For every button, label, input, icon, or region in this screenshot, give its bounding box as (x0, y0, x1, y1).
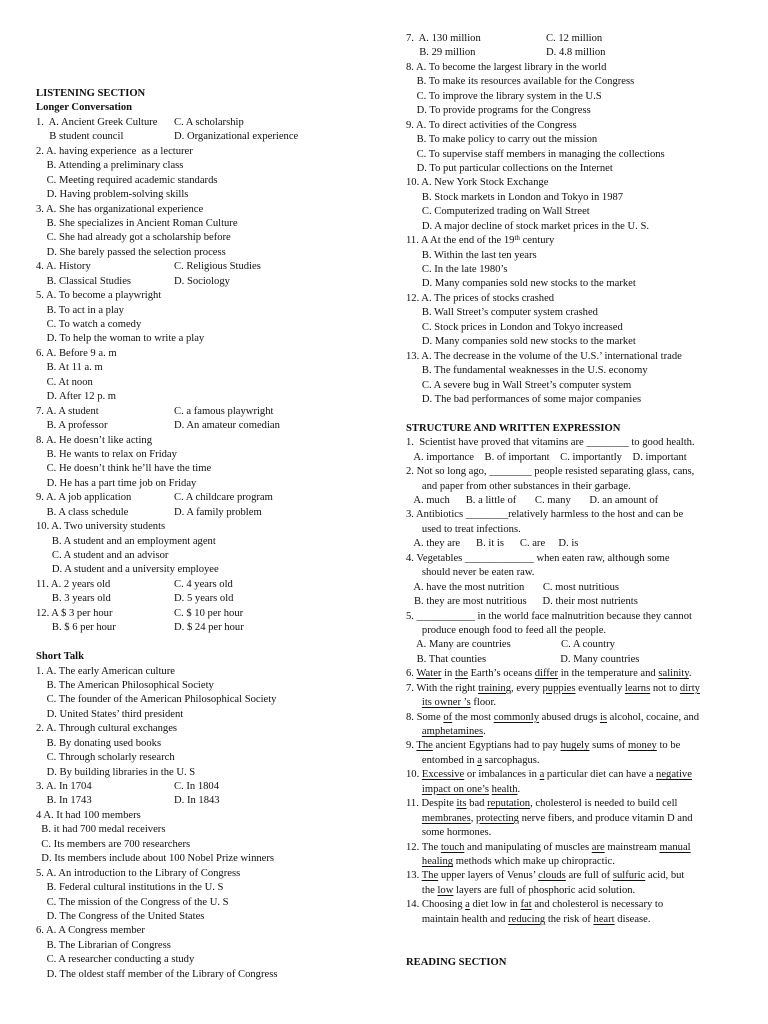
option-right: C. Religious Studies (174, 261, 261, 273)
underlined-segment: hugely (560, 740, 590, 752)
underlined-segment: is (599, 711, 608, 723)
answer-line (36, 419, 381, 433)
option-right: D. Organizational experience (174, 131, 299, 143)
text-segment: are full of (565, 870, 613, 882)
answer-line: 10. A. New York Stock Exchange (406, 177, 549, 189)
text-segment: particular diet can have a (544, 769, 657, 781)
underlined-segment: impact on one’s (421, 783, 489, 795)
text-segment: diet low in (469, 899, 521, 911)
option-left: B. A class schedule (36, 506, 129, 518)
underlined-segment: its owner ’s (421, 697, 471, 709)
option-right: D. 4.8 million (546, 47, 606, 59)
text-segment (406, 813, 422, 824)
text-segment: 11. Despite (406, 798, 457, 810)
written-expression-line (406, 725, 746, 739)
written-expression-line (406, 682, 746, 696)
text-segment: 7. With the right (406, 682, 479, 694)
text-segment: and manipulating of muscles (464, 841, 592, 853)
option-right: D. An amateur comedian (174, 420, 280, 432)
text-segment: , (470, 812, 477, 824)
underlined-segment: health (491, 783, 518, 795)
answer-line: 2. A. having experience as a lecturer (36, 145, 193, 157)
written-expression-list (406, 667, 746, 927)
answer-line: D. Having problem-solving skills (36, 189, 189, 201)
answer-line: 12. A. The prices of stocks crashed (406, 292, 555, 304)
underlined-segment: a (465, 899, 470, 911)
option-right: D. 5 years old (174, 593, 234, 605)
text-segment: Earth’s oceans (467, 668, 535, 680)
answer-line: B. At 11 a. m (36, 362, 103, 374)
text-segment: sums of (589, 740, 628, 752)
answer-line (36, 130, 381, 144)
answer-line: D. To help the woman to write a play (36, 333, 205, 345)
answer-line: 6. A. A Congress member (36, 925, 145, 937)
answer-line: 9. A. To direct activities of the Congress (406, 119, 577, 131)
answer-line: B. He wants to relax on Friday (36, 448, 177, 460)
answer-line: C. In the late 1980’s (406, 264, 508, 275)
option-left: B. 3 years old (36, 593, 111, 605)
answer-line (406, 32, 746, 46)
answer-line: B. She specializes in Ancient Roman Culture (36, 217, 238, 229)
underlined-segment: touch (440, 841, 465, 853)
structure-line: 1. Scientist have proved that vitamins are ________ to good health. (406, 437, 695, 449)
answer-line: B. The American Philosophical Society (36, 679, 214, 691)
text-segment: the risk of (545, 913, 594, 925)
text-segment: not to (650, 682, 680, 694)
underlined-segment: reputation (487, 798, 531, 810)
structure-line: A. they are B. it is C. are D. is (406, 538, 579, 550)
structure-line: A. Many are countries C. A country (406, 639, 615, 651)
written-expression-line (406, 667, 746, 681)
underlined-segment: salinity (658, 668, 689, 680)
answer-line: B. Federal cultural institutions in the U. S (36, 882, 224, 894)
answer-line: B. The fundamental weaknesses in the U.S. economy (406, 365, 648, 377)
underlined-segment: learns (624, 682, 651, 694)
structure-line: 5. ___________ in the world face malnutrition because they cannot (406, 610, 692, 622)
answer-line (36, 506, 381, 520)
underlined-segment: dirty (679, 682, 700, 694)
answer-line: B. it had 700 medal receivers (36, 824, 166, 836)
written-expression-line (406, 913, 746, 927)
short-talk-title: Short Talk (36, 651, 84, 663)
text-segment: and cholesterol is necessary to (531, 899, 664, 911)
answer-line: D. United States’ third president (36, 708, 184, 720)
short-talk-list (36, 665, 381, 983)
option-left: B. In 1743 (36, 795, 92, 807)
underlined-segment: Water (416, 668, 442, 680)
answer-line: D. A student and a university employee (36, 564, 219, 576)
underlined-segment: amphetamines (421, 726, 484, 737)
option-left: 4. A. History (36, 261, 91, 273)
option-right: C. A childcare program (174, 492, 273, 504)
underlined-segment: fat (520, 899, 532, 911)
answer-line: C. To watch a comedy (36, 319, 142, 330)
option-left: B student council (36, 131, 124, 143)
option-left: B. $ 6 per hour (36, 622, 116, 634)
text-segment: sarcophagus. (481, 754, 540, 766)
answer-line: B. Wall Street’s computer system crashed (406, 307, 598, 319)
option-right: C. 12 million (546, 33, 603, 44)
answer-line: D. Many companies sold new stocks to the market (406, 278, 636, 290)
answer-line (406, 46, 746, 60)
answer-line (36, 260, 381, 274)
text-segment: nerve fibers, and produce vitamin D and (518, 812, 693, 824)
text-segment: eventually (575, 682, 625, 694)
option-left: 7. A. 130 million (406, 33, 481, 44)
text-segment: . (688, 668, 692, 680)
text-segment: . (483, 726, 486, 737)
written-expression-line (406, 826, 746, 840)
answer-line: 5. A. An introduction to the Library of Congress (36, 867, 241, 879)
answer-line: B. To make its resources available for the Congress (406, 76, 635, 88)
option-left: 7. A. A student (36, 405, 99, 417)
answer-line (36, 491, 381, 505)
answer-line: 5. A. To become a playwright (36, 290, 162, 302)
underlined-segment: protecting (476, 812, 519, 824)
answer-line: D. To put particular collections on the Internet (406, 162, 613, 174)
answer-line: 6. A. Before 9 a. m (36, 347, 117, 359)
answer-line: C. The mission of the Congress of the U. S (36, 896, 229, 908)
structure-line: and paper from other substances in their garbage. (406, 480, 631, 492)
left-column (36, 0, 381, 982)
option-left: B. Classical Studies (36, 275, 132, 287)
structure-line: A. have the most nutrition C. most nutritious (406, 581, 620, 593)
underlined-segment: a (539, 769, 545, 781)
structure-line: B. they are most nutritious D. their most nutrients (406, 596, 638, 608)
right-column (406, 0, 746, 970)
underlined-segment: The (421, 870, 439, 882)
answer-line: B. The Librarian of Congress (36, 939, 171, 951)
text-segment: 8. Some (406, 711, 444, 723)
answer-line: B. Within the last ten years (406, 249, 537, 261)
structure-section-title: STRUCTURE AND WRITTEN EXPRESSION (406, 422, 621, 434)
structure-question-list (406, 436, 746, 667)
structure-line: A. much B. a little of C. many D. an amount of (406, 495, 659, 506)
written-expression-line (406, 841, 746, 855)
text-segment: 6. (406, 668, 417, 680)
answer-line: C. A severe bug in Wall Street’s computer system (406, 379, 632, 391)
text-segment: , cholesterol is needed to build cell (530, 798, 678, 810)
underlined-segment: clouds (538, 870, 566, 882)
underlined-segment: low (437, 884, 454, 896)
text-segment: abused drugs (539, 711, 600, 723)
answer-line: C. To supervise staff members in managing the collections (406, 148, 665, 160)
answer-line: D. After 12 p. m (36, 391, 117, 403)
written-expression-line (406, 739, 746, 753)
text-segment: or imbalances in (464, 769, 540, 781)
answer-line: C. The founder of the American Philosophical Society (36, 694, 277, 706)
underlined-segment: a (477, 754, 482, 766)
answer-line (36, 275, 381, 289)
written-expression-line (406, 884, 746, 898)
structure-line: produce enough food to feed all the people. (406, 624, 607, 636)
answer-line: B. Attending a preliminary class (36, 160, 184, 172)
reading-section-title: READING SECTION (406, 957, 507, 968)
answer-line: 4 A. It had 100 members (36, 809, 141, 821)
underlined-segment: manual (659, 841, 691, 853)
answer-line: B. A student and an employment agent (36, 535, 216, 547)
answer-line: C. Computerized trading on Wall Street (406, 206, 590, 218)
text-segment: to be (656, 740, 681, 752)
text-segment: entombed in (406, 754, 478, 766)
answer-line: 8. A. He doesn’t like acting (36, 434, 153, 446)
longer-conversation-list (36, 116, 381, 636)
structure-line: 4. Vegetables _____________ when eaten raw, although some (406, 552, 670, 564)
underlined-segment: heart (593, 913, 615, 925)
text-segment: in (441, 668, 455, 680)
answer-line: 8. A. To become the largest library in the world (406, 61, 607, 73)
underlined-segment: money (627, 740, 657, 752)
answer-line: B. To act in a play (36, 304, 124, 316)
written-expression-line (406, 869, 746, 883)
text-segment: 9. (406, 740, 417, 752)
text-segment: bad (466, 798, 488, 810)
text-segment: 10. (406, 769, 422, 781)
text-segment: 12. The (406, 841, 441, 853)
text-segment: some hormones. (406, 827, 492, 839)
answer-line: C. A researcher conducting a study (36, 954, 195, 966)
text-segment (406, 856, 422, 867)
option-left: 12. A $ 3 per hour (36, 607, 113, 619)
option-left: 9. A. A job application (36, 492, 132, 504)
text-segment: layers are full of phosphoric acid solution. (453, 884, 636, 896)
text-segment (406, 697, 422, 708)
answer-line: C. Stock prices in London and Tokyo increased (406, 321, 623, 333)
answer-line: C. He doesn’t think he’ll have the time (36, 463, 212, 475)
answer-line (36, 607, 381, 621)
text-segment: mainstream (604, 841, 660, 853)
answer-line: D. Its members include about 100 Nobel Prize winners (36, 853, 275, 865)
answer-line (36, 116, 381, 130)
underlined-segment: The (416, 740, 433, 752)
underlined-segment: its (456, 798, 467, 810)
option-right: C. A scholarship (174, 116, 244, 128)
written-expression-line (406, 812, 746, 826)
answer-line (36, 592, 381, 606)
answer-line (36, 405, 381, 419)
text-segment: 13. (406, 870, 422, 882)
option-right: D. Sociology (174, 275, 230, 287)
text-segment: floor. (470, 697, 497, 709)
short-talk-continued-list (406, 32, 746, 407)
written-expression-line (406, 898, 746, 912)
text-segment: , every (511, 682, 543, 694)
text-segment: alcohol, cocaine, and (607, 711, 700, 723)
answer-line: D. To provide programs for the Congress (406, 105, 591, 117)
written-expression-line (406, 855, 746, 869)
answer-line: D. He has a part time job on Friday (36, 477, 197, 489)
option-left: 3. A. In 1704 (36, 781, 92, 792)
answer-line: C. Meeting required academic standards (36, 174, 218, 186)
underlined-segment: the (454, 668, 468, 680)
option-right: D. A family problem (174, 506, 262, 518)
structure-line: 2. Not so long ago, ________ people resisted separating glass, cans, (406, 466, 695, 478)
text-segment: the (406, 884, 438, 896)
answer-line (36, 578, 381, 592)
text-segment: maintain health and (406, 913, 509, 925)
answer-line: 13. A. The decrease in the volume of the U.S.’ international trade (406, 350, 682, 362)
written-expression-line (406, 711, 746, 725)
underlined-segment: of (443, 711, 453, 723)
underlined-segment: Excessive (421, 769, 465, 781)
structure-line: should never be eaten raw. (406, 567, 535, 579)
underlined-segment: puppies (542, 682, 576, 694)
answer-line: C. Through scholarly research (36, 752, 175, 764)
answer-line: C. A student and an advisor (36, 550, 169, 561)
answer-line (36, 794, 381, 808)
answer-line: B. By donating used books (36, 737, 162, 749)
answer-line: 3. A. She has organizational experience (36, 203, 204, 215)
option-left: B. A professor (36, 420, 108, 432)
structure-line: A. importance B. of important C. importantly D. important (406, 451, 687, 463)
text-segment: the most (452, 711, 494, 723)
underlined-segment: differ (534, 668, 559, 680)
option-left: B. 29 million (406, 47, 476, 59)
option-right: D. $ 24 per hour (174, 622, 244, 634)
option-right: D. In 1843 (174, 795, 220, 807)
written-expression-line (406, 768, 746, 782)
answer-line: B. To make policy to carry out the mission (406, 134, 598, 146)
answer-line: D. Many companies sold new stocks to the market (406, 336, 636, 348)
listening-section-title: LISTENING SECTION (36, 88, 146, 99)
underlined-segment: commonly (493, 711, 540, 723)
answer-line: C. She had already got a scholarship before (36, 232, 231, 244)
answer-line: 11. A At the end of the 19th century (406, 234, 555, 247)
option-right: C. $ 10 per hour (174, 607, 244, 619)
structure-line: used to treat infections. (406, 523, 521, 535)
option-left: 1. A. Ancient Greek Culture (36, 116, 158, 128)
underlined-segment: training (478, 682, 512, 694)
written-expression-line (406, 696, 746, 710)
text-segment: ancient Egyptians had to pay (432, 740, 561, 752)
underlined-segment: reducing (508, 913, 546, 925)
answer-line: D. The oldest staff member of the Library of Congress (36, 968, 278, 980)
underlined-segment: membranes (421, 812, 471, 824)
underlined-segment: are (591, 841, 605, 853)
answer-line: 10. A. Two university students (36, 521, 166, 533)
written-expression-line (406, 783, 746, 797)
option-right: C. a famous playwright (174, 405, 274, 417)
answer-line: D. By building libraries in the U. S (36, 766, 196, 778)
answer-line: B. Stock markets in London and Tokyo in 1987 (406, 191, 624, 203)
text-segment: . (517, 783, 521, 795)
longer-conversation-title: Longer Conversation (36, 102, 133, 114)
answer-line: C. To improve the library system in the U.S (406, 90, 602, 102)
underlined-segment: healing (421, 855, 454, 867)
text-segment: 14. Choosing (406, 899, 466, 911)
text-segment: in the temperature and (558, 668, 659, 680)
text-segment (406, 726, 422, 737)
option-right: C. 4 years old (174, 578, 233, 590)
text-segment: upper layers of Venus’ (438, 870, 539, 882)
answer-line: D. A major decline of stock market prices in the U. S. (406, 220, 650, 232)
answer-line: D. The bad performances of some major companies (406, 393, 642, 405)
answer-line: 1. A. The early American culture (36, 665, 175, 677)
answer-line: D. She barely passed the selection process (36, 246, 226, 258)
written-expression-line (406, 754, 746, 768)
text-segment: methods which make up chiropractic. (453, 855, 615, 867)
structure-line: B. That counties D. Many countries (406, 653, 640, 665)
answer-line: C. At noon (36, 376, 93, 388)
underlined-segment: sulfuric (612, 870, 646, 882)
answer-line: D. The Congress of the United States (36, 910, 205, 922)
answer-line: 2. A. Through cultural exchanges (36, 723, 178, 735)
option-right: C. In 1804 (174, 781, 220, 792)
text-segment (406, 784, 422, 795)
underlined-segment: negative (656, 769, 692, 781)
written-expression-line (406, 797, 746, 811)
text-segment: acid, but (645, 870, 685, 882)
option-left: 11. A. 2 years old (36, 578, 111, 590)
answer-line (36, 621, 381, 635)
text-segment: disease. (614, 913, 651, 925)
structure-line: 3. Antibiotics ________relatively harmless to the host and can be (406, 509, 684, 521)
answer-line (36, 780, 381, 794)
answer-line: C. Its members are 700 researchers (36, 838, 191, 850)
